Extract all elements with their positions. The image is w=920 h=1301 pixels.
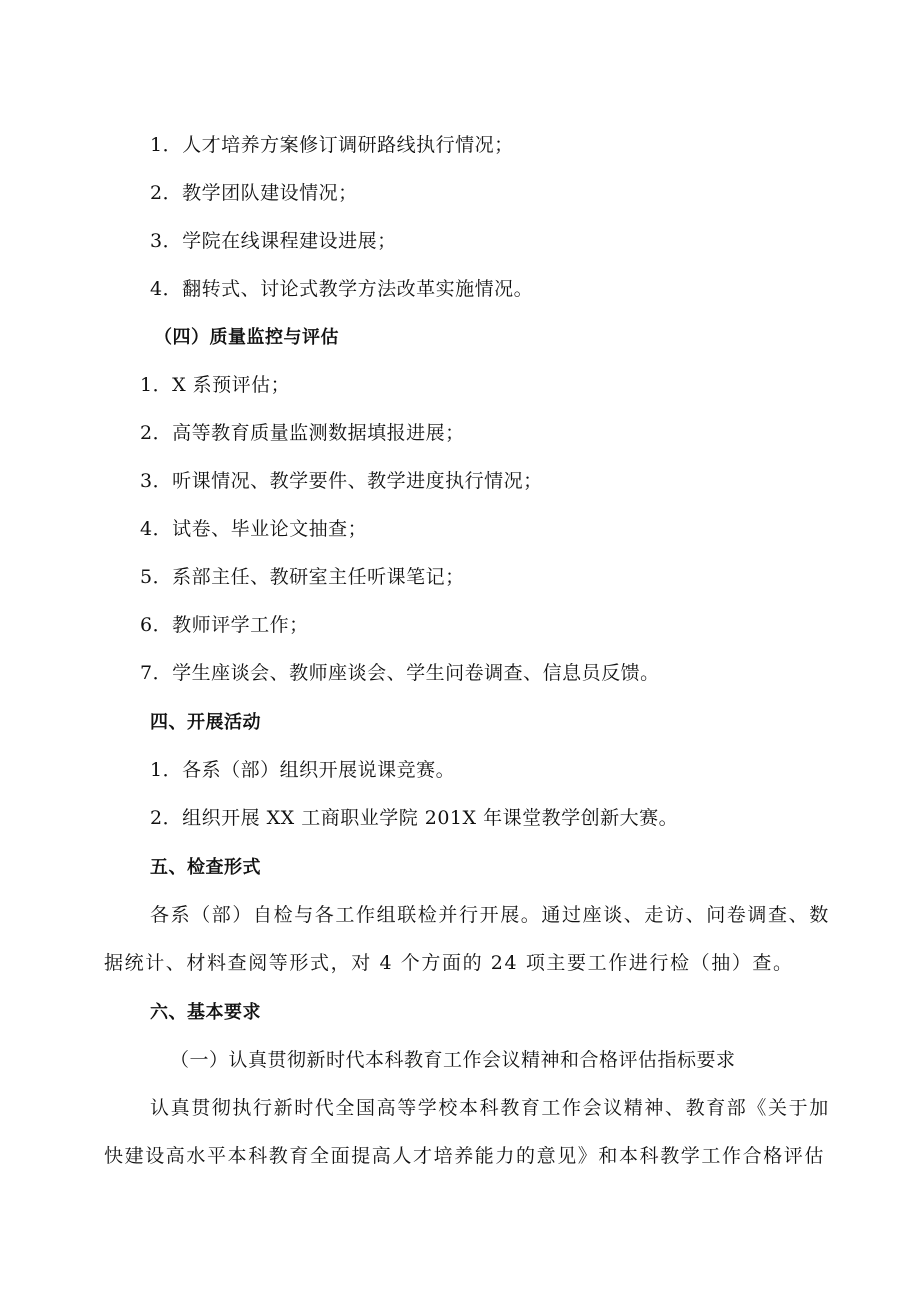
list-item: 1．各系（部）组织开展说课竞赛。 <box>150 759 456 781</box>
list-item: 1．X 系预评估； <box>140 374 291 396</box>
paragraph-line: 据统计、材料查阅等形式，对 4 个方面的 24 项主要工作进行检（抽）查。 <box>104 952 794 974</box>
section-heading: （四）质量监控与评估 <box>154 327 339 348</box>
section-heading: 六、基本要求 <box>150 1002 261 1023</box>
list-item: 5．系部主任、教研室主任听课笔记； <box>140 566 465 588</box>
paragraph-line: 各系（部）自检与各工作组联检并行开展。通过座谈、走访、问卷调查、数 <box>150 904 830 926</box>
paragraph-line: 认真贯彻执行新时代全国高等学校本科教育工作会议精神、教育部《关于加 <box>150 1097 830 1119</box>
list-item: 2．高等教育质量监测数据填报进展； <box>140 422 465 444</box>
subsection-heading: （一）认真贯彻新时代本科教育工作会议精神和合格评估指标要求 <box>170 1049 736 1071</box>
list-item: 3．听课情况、教学要件、教学进度执行情况； <box>140 470 543 492</box>
list-item: 4．翻转式、讨论式教学方法改革实施情况。 <box>150 278 534 300</box>
list-item: 7．学生座谈会、教师座谈会、学生问卷调查、信息员反馈。 <box>140 662 660 684</box>
list-item: 4．试卷、毕业论文抽查； <box>140 518 368 540</box>
list-item: 6．教师评学工作； <box>140 614 309 636</box>
list-item: 2．教学团队建设情况； <box>150 182 358 204</box>
section-heading: 五、检查形式 <box>150 857 261 878</box>
list-item: 1．人才培养方案修订调研路线执行情况； <box>150 134 514 156</box>
paragraph-line: 快建设高水平本科教育全面提高人才培养能力的意见》和本科教学工作合格评估 <box>104 1145 826 1167</box>
list-item: 3．学院在线课程建设进展； <box>150 230 397 252</box>
list-item: 2．组织开展 XX 工商职业学院 201X 年课堂教学创新大赛。 <box>150 807 679 829</box>
section-heading: 四、开展活动 <box>150 712 261 733</box>
